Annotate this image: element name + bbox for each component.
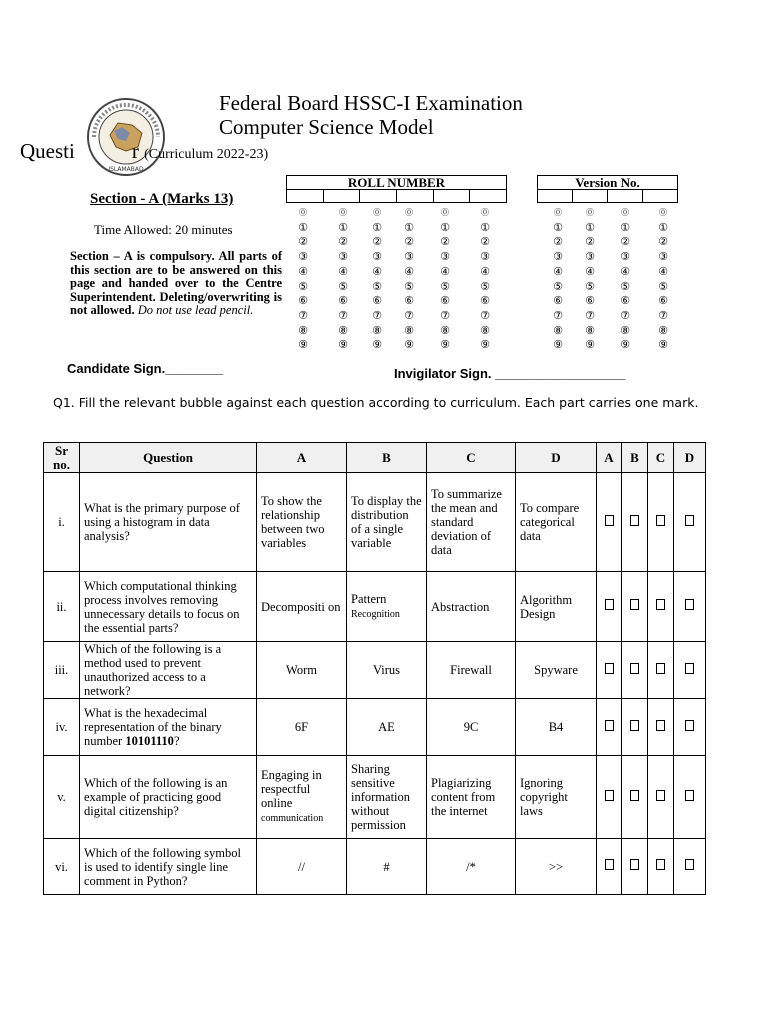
bubble-col-c: C	[648, 443, 674, 473]
digit-bubble[interactable]: ⓪	[659, 208, 667, 217]
q1-instruction: Q1. Fill the relevant bubble against each question according to curriculum. Each part carries one mark.	[53, 395, 699, 410]
roll-digit-column-2[interactable]	[336, 206, 350, 353]
digit-bubble[interactable]: ⑤	[553, 279, 563, 293]
digit-bubble[interactable]: ⑧	[658, 323, 668, 337]
digit-bubble[interactable]: ①	[372, 220, 382, 234]
section-title: Section - A (Marks 13)	[90, 191, 234, 207]
digit-bubble[interactable]: ⑤	[372, 279, 382, 293]
digit-bubble[interactable]: ②	[620, 235, 630, 249]
digit-bubble[interactable]: ⓪	[586, 208, 594, 217]
bubble-b[interactable]	[622, 473, 648, 572]
digit-bubble[interactable]: ⓪	[481, 208, 489, 217]
roll-digit-column-1[interactable]	[296, 206, 310, 353]
bubble-d[interactable]	[674, 642, 706, 699]
digit-bubble[interactable]: ⑦	[404, 308, 414, 322]
digit-bubble[interactable]: ⑦	[298, 308, 308, 322]
digit-bubble[interactable]: ③	[372, 250, 382, 264]
digit-bubble[interactable]: ⓪	[441, 208, 449, 217]
digit-bubble[interactable]: ⑨	[440, 338, 450, 352]
col-c: C	[427, 443, 516, 473]
bubble-c[interactable]	[648, 756, 674, 839]
digit-bubble[interactable]: ⑥	[298, 294, 308, 308]
digit-bubble[interactable]: ⓪	[373, 208, 381, 217]
digit-bubble[interactable]: ⑨	[372, 338, 382, 352]
roll-digit-column-4[interactable]	[402, 206, 416, 353]
candidate-signature: Candidate Sign.________	[67, 361, 224, 376]
paper-title: Questi r (Curriculum 2022-23)	[20, 139, 269, 163]
digit-bubble[interactable]: ③	[553, 250, 563, 264]
col-a: A	[257, 443, 347, 473]
bubble-b[interactable]	[622, 699, 648, 756]
digit-bubble[interactable]: ⑧	[298, 323, 308, 337]
roll-number-box	[286, 175, 507, 203]
digit-bubble[interactable]: ③	[585, 250, 595, 264]
digit-bubble[interactable]: ③	[658, 250, 668, 264]
digit-bubble[interactable]: ⑥	[338, 294, 348, 308]
digit-bubble[interactable]: ⑤	[440, 279, 450, 293]
digit-bubble[interactable]: ⑥	[372, 294, 382, 308]
digit-bubble[interactable]: ⑦	[338, 308, 348, 322]
digit-bubble[interactable]: ⓪	[554, 208, 562, 217]
digit-bubble[interactable]: ⑧	[585, 323, 595, 337]
digit-bubble[interactable]: ④	[372, 264, 382, 278]
digit-bubble[interactable]: ⓪	[621, 208, 629, 217]
digit-bubble[interactable]: ⑤	[338, 279, 348, 293]
bubble-c[interactable]	[648, 839, 674, 895]
digit-bubble[interactable]: ⑥	[620, 294, 630, 308]
roll-digit-column-3[interactable]	[370, 206, 384, 353]
digit-bubble[interactable]: ②	[585, 235, 595, 249]
bubble-d[interactable]	[674, 572, 706, 642]
digit-bubble[interactable]: ⓪	[339, 208, 347, 217]
digit-bubble[interactable]: ①	[404, 220, 414, 234]
digit-bubble[interactable]: ⑥	[658, 294, 668, 308]
digit-bubble[interactable]: ①	[658, 220, 668, 234]
digit-bubble[interactable]: ②	[372, 235, 382, 249]
version-digit-column-4[interactable]	[656, 206, 670, 353]
digit-bubble[interactable]: ③	[480, 250, 490, 264]
digit-bubble[interactable]: ⑦	[620, 308, 630, 322]
digit-bubble[interactable]: ④	[658, 264, 668, 278]
version-digit-column-3[interactable]	[618, 206, 632, 353]
digit-bubble[interactable]: ⑥	[585, 294, 595, 308]
digit-bubble[interactable]: ⑤	[298, 279, 308, 293]
digit-bubble[interactable]: ⑨	[553, 338, 563, 352]
digit-bubble[interactable]: ⓪	[405, 208, 413, 217]
digit-bubble[interactable]: ⑦	[372, 308, 382, 322]
digit-bubble[interactable]: ⑤	[620, 279, 630, 293]
invigilator-signature: Invigilator Sign. __________________	[394, 366, 626, 381]
digit-bubble[interactable]: ⑤	[585, 279, 595, 293]
digit-bubble[interactable]: ③	[298, 250, 308, 264]
digit-bubble[interactable]: ⑨	[658, 338, 668, 352]
version-number-box	[537, 175, 678, 203]
digit-bubble[interactable]: ③	[440, 250, 450, 264]
instructions: Section – A is compulsory. All parts of this section are to be answered on this page and handed over to the Centre Superintendent. Deleting/overwriting is not allowed. Do not use lead pencil.	[70, 249, 282, 318]
digit-bubble[interactable]: ②	[298, 235, 308, 249]
digit-bubble[interactable]: ③	[404, 250, 414, 264]
digit-bubble[interactable]: ⑧	[553, 323, 563, 337]
digit-bubble[interactable]: ⑥	[404, 294, 414, 308]
digit-bubble[interactable]: ④	[620, 264, 630, 278]
digit-bubble[interactable]: ④	[404, 264, 414, 278]
time-allowed: Time Allowed: 20 minutes	[94, 222, 233, 237]
digit-bubble[interactable]: ③	[338, 250, 348, 264]
digit-bubble[interactable]: ⑧	[440, 323, 450, 337]
col-d: D	[516, 443, 597, 473]
bubble-c[interactable]	[648, 642, 674, 699]
bubble-d[interactable]	[674, 473, 706, 572]
fbise-logo	[86, 97, 166, 177]
digit-bubble[interactable]: ⑥	[553, 294, 563, 308]
digit-bubble[interactable]: ⑥	[440, 294, 450, 308]
digit-bubble[interactable]: ⑤	[480, 279, 490, 293]
digit-bubble[interactable]: ⑧	[372, 323, 382, 337]
digit-bubble[interactable]: ②	[338, 235, 348, 249]
digit-bubble[interactable]: ②	[404, 235, 414, 249]
roll-digit-column-5[interactable]	[438, 206, 452, 353]
bubble-c[interactable]	[648, 473, 674, 572]
mcq-table	[43, 442, 706, 895]
bubble-d[interactable]	[674, 756, 706, 839]
digit-bubble[interactable]: ⑨	[620, 338, 630, 352]
digit-bubble[interactable]: ⑧	[404, 323, 414, 337]
digit-bubble[interactable]: ⑨	[585, 338, 595, 352]
bubble-c[interactable]	[648, 572, 674, 642]
table-row: v. Which of the following is an example of practicing good digital citizenship? Engaging in respectful online communication Sharing sensitive information without permission Plagiarizing content from the internet Ignoring copyright laws	[44, 756, 706, 839]
table-row: vi. Which of the following symbol is used to identify single line comment in Python? // # /* >>	[44, 839, 706, 895]
bubble-a[interactable]	[597, 839, 622, 895]
digit-bubble[interactable]: ⑧	[338, 323, 348, 337]
version-digit-column-2[interactable]	[583, 206, 597, 353]
table-row: i. What is the primary purpose of using a histogram in data analysis? To show the relationship between two variables To display the distribution of a single variable To summarize the mean and standard deviation of data To compare categorical data	[44, 473, 706, 572]
bubble-a[interactable]	[597, 473, 622, 572]
digit-bubble[interactable]: ④	[585, 264, 595, 278]
bubble-col-a: A	[597, 443, 622, 473]
digit-bubble[interactable]: ②	[553, 235, 563, 249]
digit-bubble[interactable]: ⑨	[404, 338, 414, 352]
table-row: iv. What is the hexadecimal representation of the binary number 10101110? 6F AE 9C B4	[44, 699, 706, 756]
table-row: iii. Which of the following is a method used to prevent unauthorized access to a network? Worm Virus Firewall Spyware	[44, 642, 706, 699]
digit-bubble[interactable]: ②	[658, 235, 668, 249]
digit-bubble[interactable]: ⑤	[404, 279, 414, 293]
svg-text:ISLAMABAD: ISLAMABAD	[108, 166, 144, 173]
digit-bubble[interactable]: ①	[480, 220, 490, 234]
digit-bubble[interactable]: ③	[620, 250, 630, 264]
digit-bubble[interactable]: ②	[440, 235, 450, 249]
roll-digit-column-6[interactable]	[478, 206, 492, 353]
digit-bubble[interactable]: ④	[298, 264, 308, 278]
bubble-b[interactable]	[622, 756, 648, 839]
bubble-a[interactable]	[597, 756, 622, 839]
digit-bubble[interactable]: ⓪	[299, 208, 307, 217]
bubble-d[interactable]	[674, 839, 706, 895]
digit-bubble[interactable]: ⑧	[620, 323, 630, 337]
digit-bubble[interactable]: ⑦	[480, 308, 490, 322]
bubble-col-d: D	[674, 443, 706, 473]
digit-bubble[interactable]: ①	[298, 220, 308, 234]
version-digit-column-1[interactable]	[551, 206, 565, 353]
bubble-a[interactable]	[597, 572, 622, 642]
bubble-a[interactable]	[597, 642, 622, 699]
digit-bubble[interactable]: ①	[585, 220, 595, 234]
col-sr: Sr no.	[44, 443, 80, 473]
digit-bubble[interactable]: ①	[338, 220, 348, 234]
version-number-label: Version No.	[537, 175, 678, 190]
digit-bubble[interactable]: ①	[620, 220, 630, 234]
bubble-c[interactable]	[648, 699, 674, 756]
digit-bubble[interactable]: ②	[480, 235, 490, 249]
digit-bubble[interactable]: ⑤	[658, 279, 668, 293]
bubble-a[interactable]	[597, 699, 622, 756]
exam-title: Federal Board HSSC-I Examination	[219, 91, 523, 115]
digit-bubble[interactable]: ⑦	[553, 308, 563, 322]
table-row: ii. Which computational thinking process involves removing unnecessary details to focus on the essential parts? Decompositi on Pattern Recognition Abstraction Algorithm Design	[44, 572, 706, 642]
digit-bubble[interactable]: ⑦	[585, 308, 595, 322]
digit-bubble[interactable]: ⑨	[298, 338, 308, 352]
bubble-d[interactable]	[674, 699, 706, 756]
digit-bubble[interactable]: ⑦	[658, 308, 668, 322]
digit-bubble[interactable]: ⑨	[338, 338, 348, 352]
digit-bubble[interactable]: ⑥	[480, 294, 490, 308]
digit-bubble[interactable]: ①	[553, 220, 563, 234]
digit-bubble[interactable]: ④	[440, 264, 450, 278]
digit-bubble[interactable]: ④	[338, 264, 348, 278]
bubble-b[interactable]	[622, 839, 648, 895]
digit-bubble[interactable]: ⑨	[480, 338, 490, 352]
curriculum-label: (Curriculum 2022-23)	[144, 147, 269, 162]
col-b: B	[347, 443, 427, 473]
digit-bubble[interactable]: ⑦	[440, 308, 450, 322]
bubble-b[interactable]	[622, 572, 648, 642]
digit-bubble[interactable]: ④	[553, 264, 563, 278]
digit-bubble[interactable]: ⑧	[480, 323, 490, 337]
digit-bubble[interactable]: ①	[440, 220, 450, 234]
digit-bubble[interactable]: ④	[480, 264, 490, 278]
roll-number-label: ROLL NUMBER	[286, 175, 507, 190]
bubble-col-b: B	[622, 443, 648, 473]
table-header-row	[44, 443, 706, 473]
col-question: Question	[80, 443, 257, 473]
bubble-b[interactable]	[622, 642, 648, 699]
subject-title: Computer Science Model	[219, 115, 434, 139]
